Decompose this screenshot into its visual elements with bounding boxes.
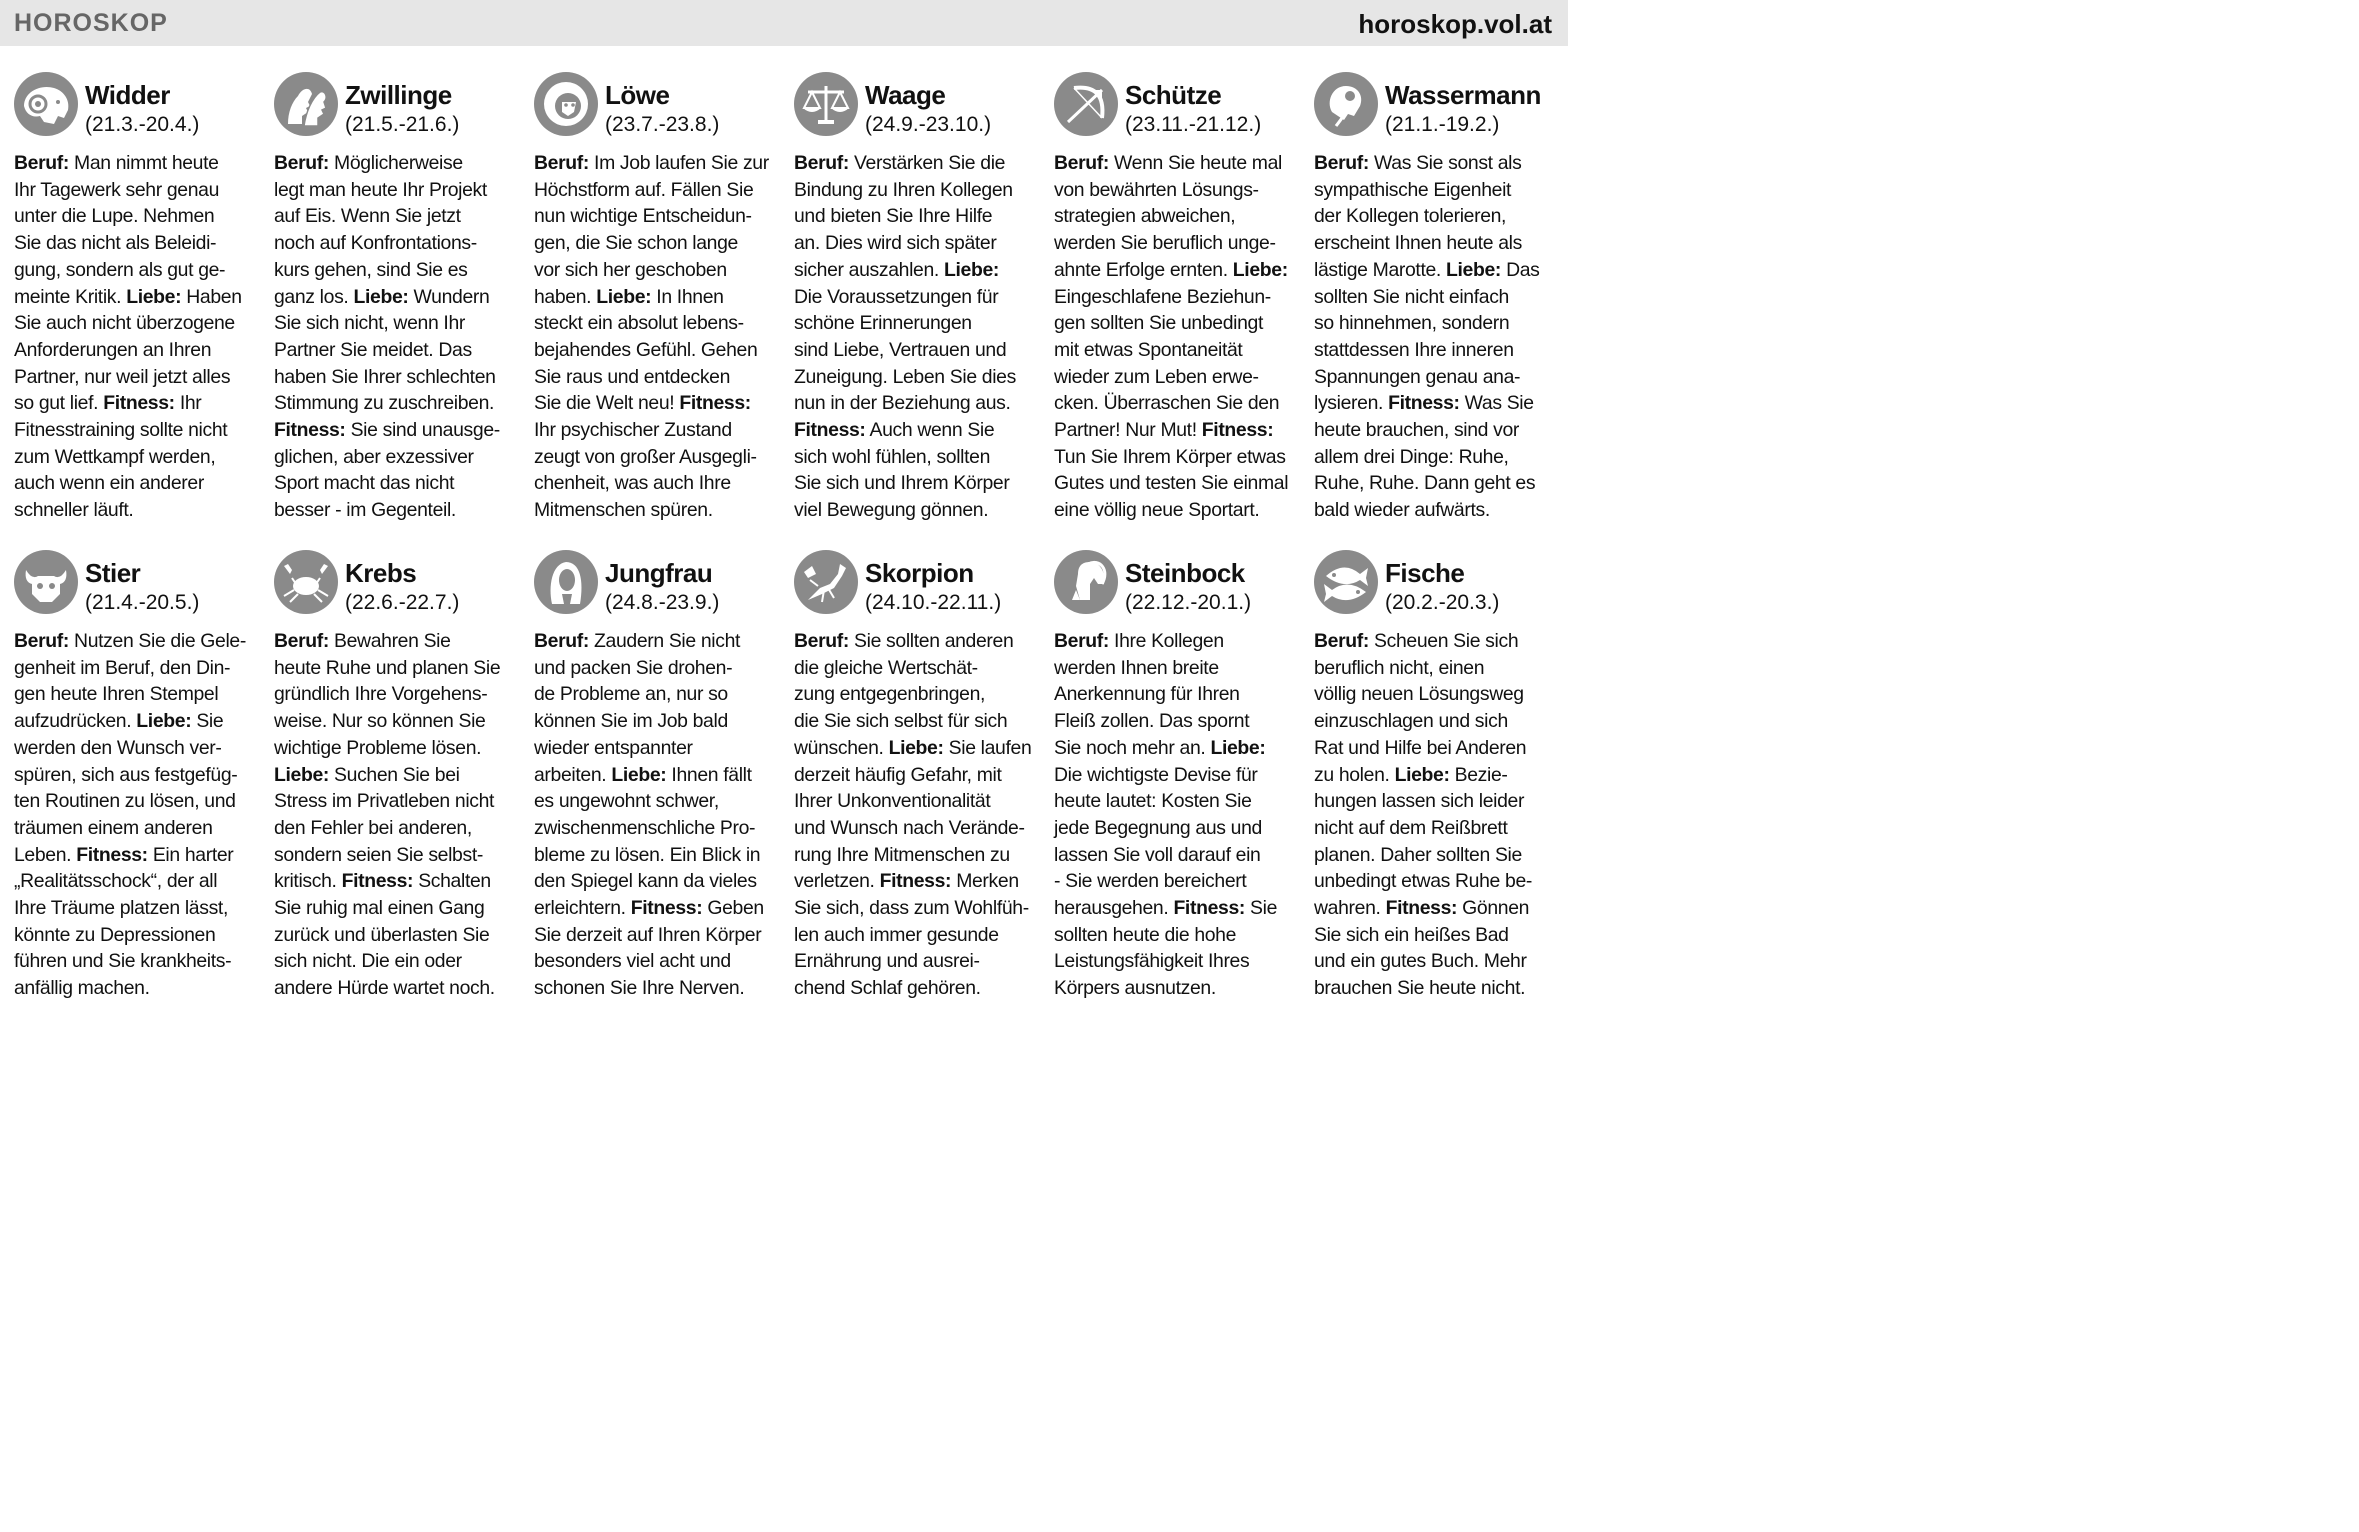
beruf-label: Beruf:: [534, 152, 589, 174]
beruf-text: Möglicherweise legt man heute Ihr Projekt auf Eis. Wenn Sie jetzt noch auf Konfrontations- kurs gehen, sind Sie es ganz los.: [274, 152, 487, 308]
fitness-text: Merken Sie sich, dass zum Wohlfüh- len auch immer gesunde Ernährung und ausrei- chend Schlaf gehören.: [794, 870, 1029, 1000]
liebe-text: Wundern Sie sich nicht, wenn Ihr Partner Sie meidet. Das haben Sie Ihrer schlechten Stimmung zu zuschreiben.: [274, 285, 496, 415]
sign-dates: (24.8.-23.9.): [605, 591, 720, 614]
liebe-text: Die wichtigste Devise für heute lautet: Kosten Sie jede Begegnung aus und lassen Sie voll darauf ein - Sie werden bereichert herausgehen.: [1054, 763, 1262, 920]
scorpion-icon: [794, 550, 858, 614]
bow-arrow-icon: [1054, 72, 1118, 136]
beruf-text: Man nimmt heute Ihr Tagewerk sehr genau unter die Lupe. Nehmen Sie das nicht als Beleidi- gung, sondern als gut ge- meinte Kritik.: [14, 152, 226, 308]
fitness-text: Ein harter „Realitätsschock“, der all Ihre Träume platzen lässt, könnte zu Depressionen führen und Sie krankheits- anfällig machen.: [14, 843, 234, 1000]
liebe-text: Ihnen fällt es ungewohnt schwer, zwischenmenschliche Pro- bleme zu lösen. Ein Blick in den Spiegel kann da vieles erleichtern.: [534, 763, 761, 920]
beruf-label: Beruf:: [794, 630, 849, 652]
crab-icon: [274, 550, 338, 614]
scorpion-icon-glyph: [794, 550, 858, 614]
liebe-text: Das sollten Sie nicht einfach so hinnehmen, sondern stattdessen Ihre inneren Spannungen genau ana- lysieren.: [1314, 258, 1540, 415]
fish-icon-glyph: [1314, 550, 1378, 614]
sign-name: Waage: [865, 80, 946, 110]
liebe-label: Liebe:: [126, 285, 182, 308]
sign-text: [14, 628, 260, 1002]
lion-icon-glyph: [534, 72, 598, 136]
sign-text: [274, 628, 520, 1002]
liebe-label: Liebe:: [1394, 763, 1450, 786]
fitness-label: Fitness:: [1201, 419, 1274, 442]
beruf-text: Im Job laufen Sie zur Höchstform auf. Fällen Sie nun wichtige Entscheidun- gen, die Sie schon lange vor sich her geschoben haben.: [534, 152, 769, 308]
bull-icon-glyph: [14, 550, 78, 614]
lion-icon: [534, 72, 598, 136]
page-title: HOROSKOP: [14, 9, 168, 37]
fitness-text: Sie sollten heute die hohe Leistungsfähigkeit Ihres Körpers ausnutzen.: [1054, 897, 1277, 1000]
sign-name: Steinbock: [1125, 558, 1245, 588]
bow-arrow-icon-glyph: [1054, 72, 1118, 136]
water-bearer-icon: [1314, 72, 1378, 136]
sign-dates: (23.11.-21.12.): [1125, 113, 1262, 136]
liebe-label: Liebe:: [888, 736, 944, 759]
sign-text: [274, 150, 520, 524]
fitness-text: Tun Sie Ihrem Körper etwas Gutes und testen Sie einmal eine völlig neue Sportart.: [1054, 445, 1289, 522]
beruf-label: Beruf:: [1314, 630, 1369, 652]
sign-dates: (22.12.-20.1.): [1125, 591, 1252, 614]
beruf-label: Beruf:: [534, 630, 589, 652]
sign-dates: (24.10.-22.11.): [865, 591, 1002, 614]
sign-name: Löwe: [605, 80, 670, 110]
liebe-text: Haben Sie auch nicht überzogene Anforderungen an Ihren Partner, nur weil jetzt alles so gut lief.: [14, 285, 242, 415]
liebe-label: Liebe:: [596, 285, 652, 308]
liebe-text: Bezie- hungen lassen sich leider nicht auf dem Reißbrett planen. Daher sollten Sie unbedingt etwas Ruhe be- wahren.: [1314, 763, 1532, 920]
fitness-label: Fitness:: [341, 870, 414, 893]
sign-text: [1314, 628, 1560, 1002]
sign-name: Stier: [85, 558, 141, 588]
beruf-label: Beruf:: [794, 152, 849, 174]
sign-text: [794, 628, 1040, 1002]
fitness-text: Schalten Sie ruhig mal einen Gang zurück und überlasten Sie sich nicht. Die ein oder andere Hürde wartet noch.: [274, 870, 495, 1000]
fitness-text: Gönnen Sie sich ein heißes Bad und ein gutes Buch. Mehr brauchen Sie heute nicht.: [1314, 897, 1530, 1000]
sign-name: Jungfrau: [605, 558, 713, 588]
fitness-label: Fitness:: [274, 419, 346, 442]
liebe-text: Sie laufen derzeit häufig Gefahr, mit Ihrer Unkonventionalität und Wunsch nach Verände- rung Ihre Mitmenschen zu verletzen.: [794, 736, 1032, 893]
fitness-label: Fitness:: [679, 392, 751, 415]
fitness-text: Ihr psychischer Zustand zeugt von großer Ausgegli- chenheit, was auch Ihre Mitmenschen spüren.: [534, 419, 757, 522]
fitness-text: Auch wenn Sie sich wohl fühlen, sollten Sie sich und Ihrem Körper viel Bewegung gönnen.: [794, 419, 1010, 522]
sign-name: Schütze: [1125, 80, 1222, 110]
fitness-label: Fitness:: [1388, 392, 1460, 415]
liebe-label: Liebe:: [136, 710, 192, 733]
sign-text: [534, 150, 780, 524]
fitness-label: Fitness:: [630, 897, 703, 920]
sign-dates: (24.9.-23.10.): [865, 113, 992, 136]
fitness-text: Sie sind unausge- glichen, aber exzessiver Sport macht das nicht besser - im Gegenteil.: [274, 419, 500, 522]
beruf-label: Beruf:: [14, 152, 69, 174]
page-header: [0, 0, 1568, 46]
ram-icon-glyph: [14, 72, 78, 136]
liebe-label: Liebe:: [944, 258, 1000, 281]
beruf-label: Beruf:: [274, 152, 329, 174]
ram-icon: [14, 72, 78, 136]
sign-text: [14, 150, 260, 524]
fitness-label: Fitness:: [879, 870, 952, 893]
fitness-text: Ihr Fitnesstraining sollte nicht zum Wettkampf werden, auch wenn ein anderer schneller läuft.: [14, 392, 228, 522]
liebe-text: Eingeschlafene Beziehun- gen sollten Sie unbedingt mit etwas Spontaneität wieder zum Leben erwe- cken. Überraschen Sie den Partner! Nur Mut!: [1054, 285, 1280, 442]
beruf-text: Nutzen Sie die Gele- genheit im Beruf, den Din- gen heute Ihren Stempel aufzudrücken.: [14, 630, 246, 733]
fitness-text: Geben Sie derzeit auf Ihren Körper besonders viel acht und schonen Sie Ihre Nerven.: [534, 897, 764, 1000]
sign-dates: (23.7.-23.8.): [605, 113, 720, 136]
twins-faces-icon: [274, 72, 338, 136]
sign-dates: (22.6.-22.7.): [345, 591, 460, 614]
sign-dates: (21.5.-21.6.): [345, 113, 460, 136]
liebe-label: Liebe:: [274, 763, 330, 786]
sign-text: [1054, 150, 1300, 524]
beruf-label: Beruf:: [14, 630, 69, 652]
beruf-text: Bewahren Sie heute Ruhe und planen Sie gründlich Ihre Vorgehens- weise. Nur so können Sie wichtige Probleme lösen.: [274, 630, 501, 759]
sign-name: Skorpion: [865, 558, 974, 588]
beruf-label: Beruf:: [1054, 152, 1109, 174]
fitness-label: Fitness:: [1173, 897, 1245, 920]
fitness-label: Fitness:: [103, 392, 175, 415]
scales-icon: [794, 72, 858, 136]
beruf-text: Verstärken Sie die Bindung zu Ihren Kollegen und bieten Sie Ihre Hilfe an. Dies wird sich später sicher auszahlen.: [794, 152, 1013, 281]
sign-name: Widder: [85, 80, 170, 110]
liebe-label: Liebe:: [1232, 258, 1288, 281]
fitness-label: Fitness:: [1385, 897, 1458, 920]
beruf-text: Sie sollten anderen die gleiche Wertschät- zung entgegenbringen, die Sie sich selbst für sich wünschen.: [794, 630, 1014, 759]
maiden-icon-glyph: [534, 550, 598, 614]
site-url[interactable]: horoskop.vol.at: [1358, 9, 1552, 39]
sign-name: Fische: [1385, 558, 1465, 588]
fitness-label: Fitness:: [794, 419, 866, 442]
liebe-text: Suchen Sie bei Stress im Privatleben nicht den Fehler bei anderen, sondern seien Sie selbst- kritisch.: [274, 763, 495, 893]
beruf-label: Beruf:: [274, 630, 329, 652]
liebe-text: Die Voraussetzungen für schöne Erinnerungen sind Liebe, Vertrauen und Zuneigung. Leben Sie dies nun in der Beziehung aus.: [794, 285, 1016, 415]
fitness-text: Was Sie heute brauchen, sind vor allem drei Dinge: Ruhe, Ruhe, Ruhe. Dann geht es bald wieder aufwärts.: [1314, 392, 1536, 522]
crab-icon-glyph: [274, 550, 338, 614]
sign-name: Zwillinge: [345, 80, 452, 110]
beruf-text: Wenn Sie heute mal von bewährten Lösungs- strategien abweichen, werden Sie beruflich unge- ahnte Erfolge ernten.: [1054, 152, 1282, 281]
maiden-icon: [534, 550, 598, 614]
sign-name: Wassermann: [1385, 80, 1541, 110]
beruf-label: Beruf:: [1054, 630, 1109, 652]
scales-icon-glyph: [794, 72, 858, 136]
water-bearer-icon-glyph: [1314, 72, 1378, 136]
sign-text: [1314, 150, 1560, 524]
ibex-icon-glyph: [1054, 550, 1118, 614]
beruf-text: Ihre Kollegen werden Ihnen breite Anerkennung für Ihren Fleiß zollen. Das spornt Sie noch mehr an.: [1054, 630, 1250, 759]
sign-dates: (20.2.-20.3.): [1385, 591, 1500, 614]
beruf-text: Was Sie sonst als sympathische Eigenheit der Kollegen tolerieren, erscheint Ihnen heute als lästige Marotte.: [1314, 152, 1522, 281]
sign-name: Krebs: [345, 558, 417, 588]
liebe-text: Sie werden den Wunsch ver- spüren, sich aus festgefüg- ten Routinen zu lösen, und träumen einem anderen Leben.: [14, 710, 238, 866]
liebe-label: Liebe:: [1446, 258, 1502, 281]
liebe-label: Liebe:: [353, 285, 409, 308]
sign-text: [794, 150, 1040, 524]
liebe-label: Liebe:: [611, 763, 667, 786]
sign-text: [1054, 628, 1300, 1002]
sign-dates: (21.4.-20.5.): [85, 591, 200, 614]
twins-faces-icon-glyph: [274, 72, 338, 136]
bull-icon: [14, 550, 78, 614]
liebe-label: Liebe:: [1210, 736, 1266, 759]
sign-dates: (21.1.-19.2.): [1385, 113, 1500, 136]
fitness-label: Fitness:: [76, 843, 148, 866]
sign-dates: (21.3.-20.4.): [85, 113, 200, 136]
beruf-text: Zaudern Sie nicht und packen Sie drohen- de Probleme an, nur so können Sie im Job bald wieder entspannter arbeiten.: [534, 630, 741, 786]
beruf-text: Scheuen Sie sich beruflich nicht, einen völlig neuen Lösungsweg einzuschlagen und sich Rat und Hilfe bei Anderen zu holen.: [1314, 630, 1527, 786]
ibex-icon: [1054, 550, 1118, 614]
beruf-label: Beruf:: [1314, 152, 1369, 174]
liebe-text: In Ihnen steckt ein absolut lebens- bejahendes Gefühl. Gehen Sie raus und entdecken Sie die Welt neu!: [534, 285, 758, 415]
sign-text: [534, 628, 780, 1002]
fish-icon: [1314, 550, 1378, 614]
